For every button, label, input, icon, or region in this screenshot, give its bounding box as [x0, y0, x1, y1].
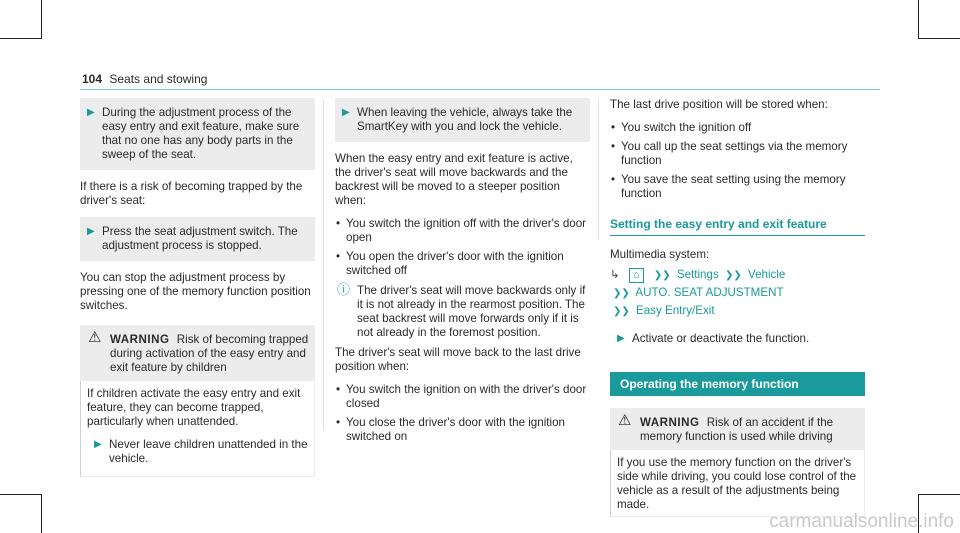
list-item: • You save the seat setting using the memory function: [610, 173, 865, 201]
crop-mark: [0, 38, 42, 39]
crop-mark: [41, 0, 42, 39]
info-icon: ⓘ: [337, 282, 351, 297]
bullet-list: [610, 121, 865, 201]
menu-item-vehicle: Vehicle: [747, 268, 786, 281]
warning-body: [80, 381, 315, 477]
action-step: ▶ When leaving the vehicle, always take the SmartKey with you and lock the vehicle.: [342, 106, 573, 133]
chevron-right-icon: ❯❯: [653, 270, 671, 281]
warning-text: If children activate the easy entry and exit feature, they can become trapped, particularly when unattended.: [87, 387, 301, 428]
paragraph: When the easy entry and exit feature is active, the driver's seat will move backwards and the backrest will be moved to a steeper position when:: [335, 152, 573, 207]
column-middle: [335, 98, 590, 450]
action-step: ▶ During the adjustment process of the easy entry and exit feature, make sure that no one has any body parts in the sweep of the seat.: [87, 106, 300, 161]
paragraph: If there is a risk of becoming trapped by the driver's seat:: [80, 180, 303, 207]
subheading: Setting the easy entry and exit feature: [610, 217, 865, 236]
action-arrow-icon: ▶: [617, 333, 625, 344]
action-arrow-icon: ▶: [87, 107, 95, 118]
action-step: ▶ Activate or deactivate the function.: [617, 332, 810, 345]
menu-label: Multimedia system:: [610, 248, 710, 261]
section-title-bar: Operating the memory function: [610, 372, 865, 396]
paragraph: The driver's seat will move back to the last drive position when:: [335, 346, 581, 373]
menu-item-auto-seat: AUTO. SEAT ADJUSTMENT: [635, 286, 784, 299]
crop-mark: [41, 494, 42, 533]
list-item: • You switch the ignition on with the driver's door closed: [335, 383, 590, 411]
warning-title: Risk of becoming trapped during activation of the easy entry and exit feature by children: [110, 333, 309, 374]
shaded-instruction: [335, 98, 590, 142]
list-item: • You switch the ignition off with the driver's door open: [335, 217, 590, 245]
warning-triangle-icon: ⚠: [88, 329, 102, 346]
header-divider: [80, 89, 880, 90]
column-right: [610, 98, 865, 517]
note: ⓘ The driver's seat will move backwards only if it is not already in the rearmost position. The seat backrest will move forwards only if it is not already in the foremost position.: [337, 282, 586, 339]
warning-title: Risk of an accident if the memory function is used while driving: [640, 416, 834, 443]
crop-mark: [0, 494, 42, 495]
paragraph: You can stop the adjustment process by pressing one of the memory function position switches.: [80, 271, 311, 312]
menu-item-settings: Settings: [676, 268, 719, 281]
warning-body: [610, 450, 865, 517]
warning-label: WARNING: [640, 416, 700, 429]
watermark: carmanualsonline.info: [769, 511, 954, 532]
chevron-right-icon: ❯❯: [724, 270, 742, 281]
chevron-right-icon: ❯❯: [613, 288, 630, 299]
return-arrow-icon: ↳: [610, 268, 620, 281]
list-item: • You switch the ignition off: [610, 121, 865, 135]
bullet-list: [335, 383, 590, 444]
chevron-right-icon: ❯❯: [613, 306, 630, 317]
page-number: 104: [82, 72, 103, 86]
action-arrow-icon: ▶: [87, 226, 95, 237]
column-divider: [598, 100, 599, 240]
crop-mark: [918, 0, 919, 39]
paragraph: The last drive position will be stored when:: [610, 98, 828, 111]
menu-item-easy-entry: Easy Entry/Exit: [636, 304, 715, 317]
list-item: • You open the driver's door with the ignition switched off: [335, 250, 590, 278]
column-divider: [323, 100, 324, 430]
warning-label: WARNING: [110, 333, 170, 346]
list-item: • You call up the seat settings via the memory function: [610, 140, 865, 168]
shaded-instruction: [80, 217, 315, 261]
warning-text: If you use the memory function on the driver's side while driving, you could lose control of the vehicle as a result of the adjustments being made.: [617, 456, 857, 511]
crop-mark: [918, 38, 960, 39]
column-left: [80, 98, 315, 477]
action-arrow-icon: ▶: [342, 107, 350, 118]
crop-mark: [918, 494, 960, 495]
warning-triangle-icon: ⚠: [618, 412, 632, 429]
section-title: Seats and stowing: [109, 72, 208, 86]
action-step: ▶ Press the seat adjustment switch. The adjustment process is stopped.: [87, 225, 298, 252]
list-item: • You close the driver's door with the ignition switched on: [335, 416, 590, 444]
home-icon: ⌂: [629, 268, 644, 283]
shaded-instruction: [80, 98, 315, 170]
menu-path: [610, 266, 865, 320]
action-arrow-icon: ▶: [94, 439, 102, 450]
page-header: [82, 72, 207, 86]
bullet-list: [335, 217, 590, 278]
action-step: ▶ Never leave children unattended in the vehicle.: [94, 438, 308, 465]
warning-header: [80, 325, 315, 381]
warning-header: [610, 408, 865, 450]
